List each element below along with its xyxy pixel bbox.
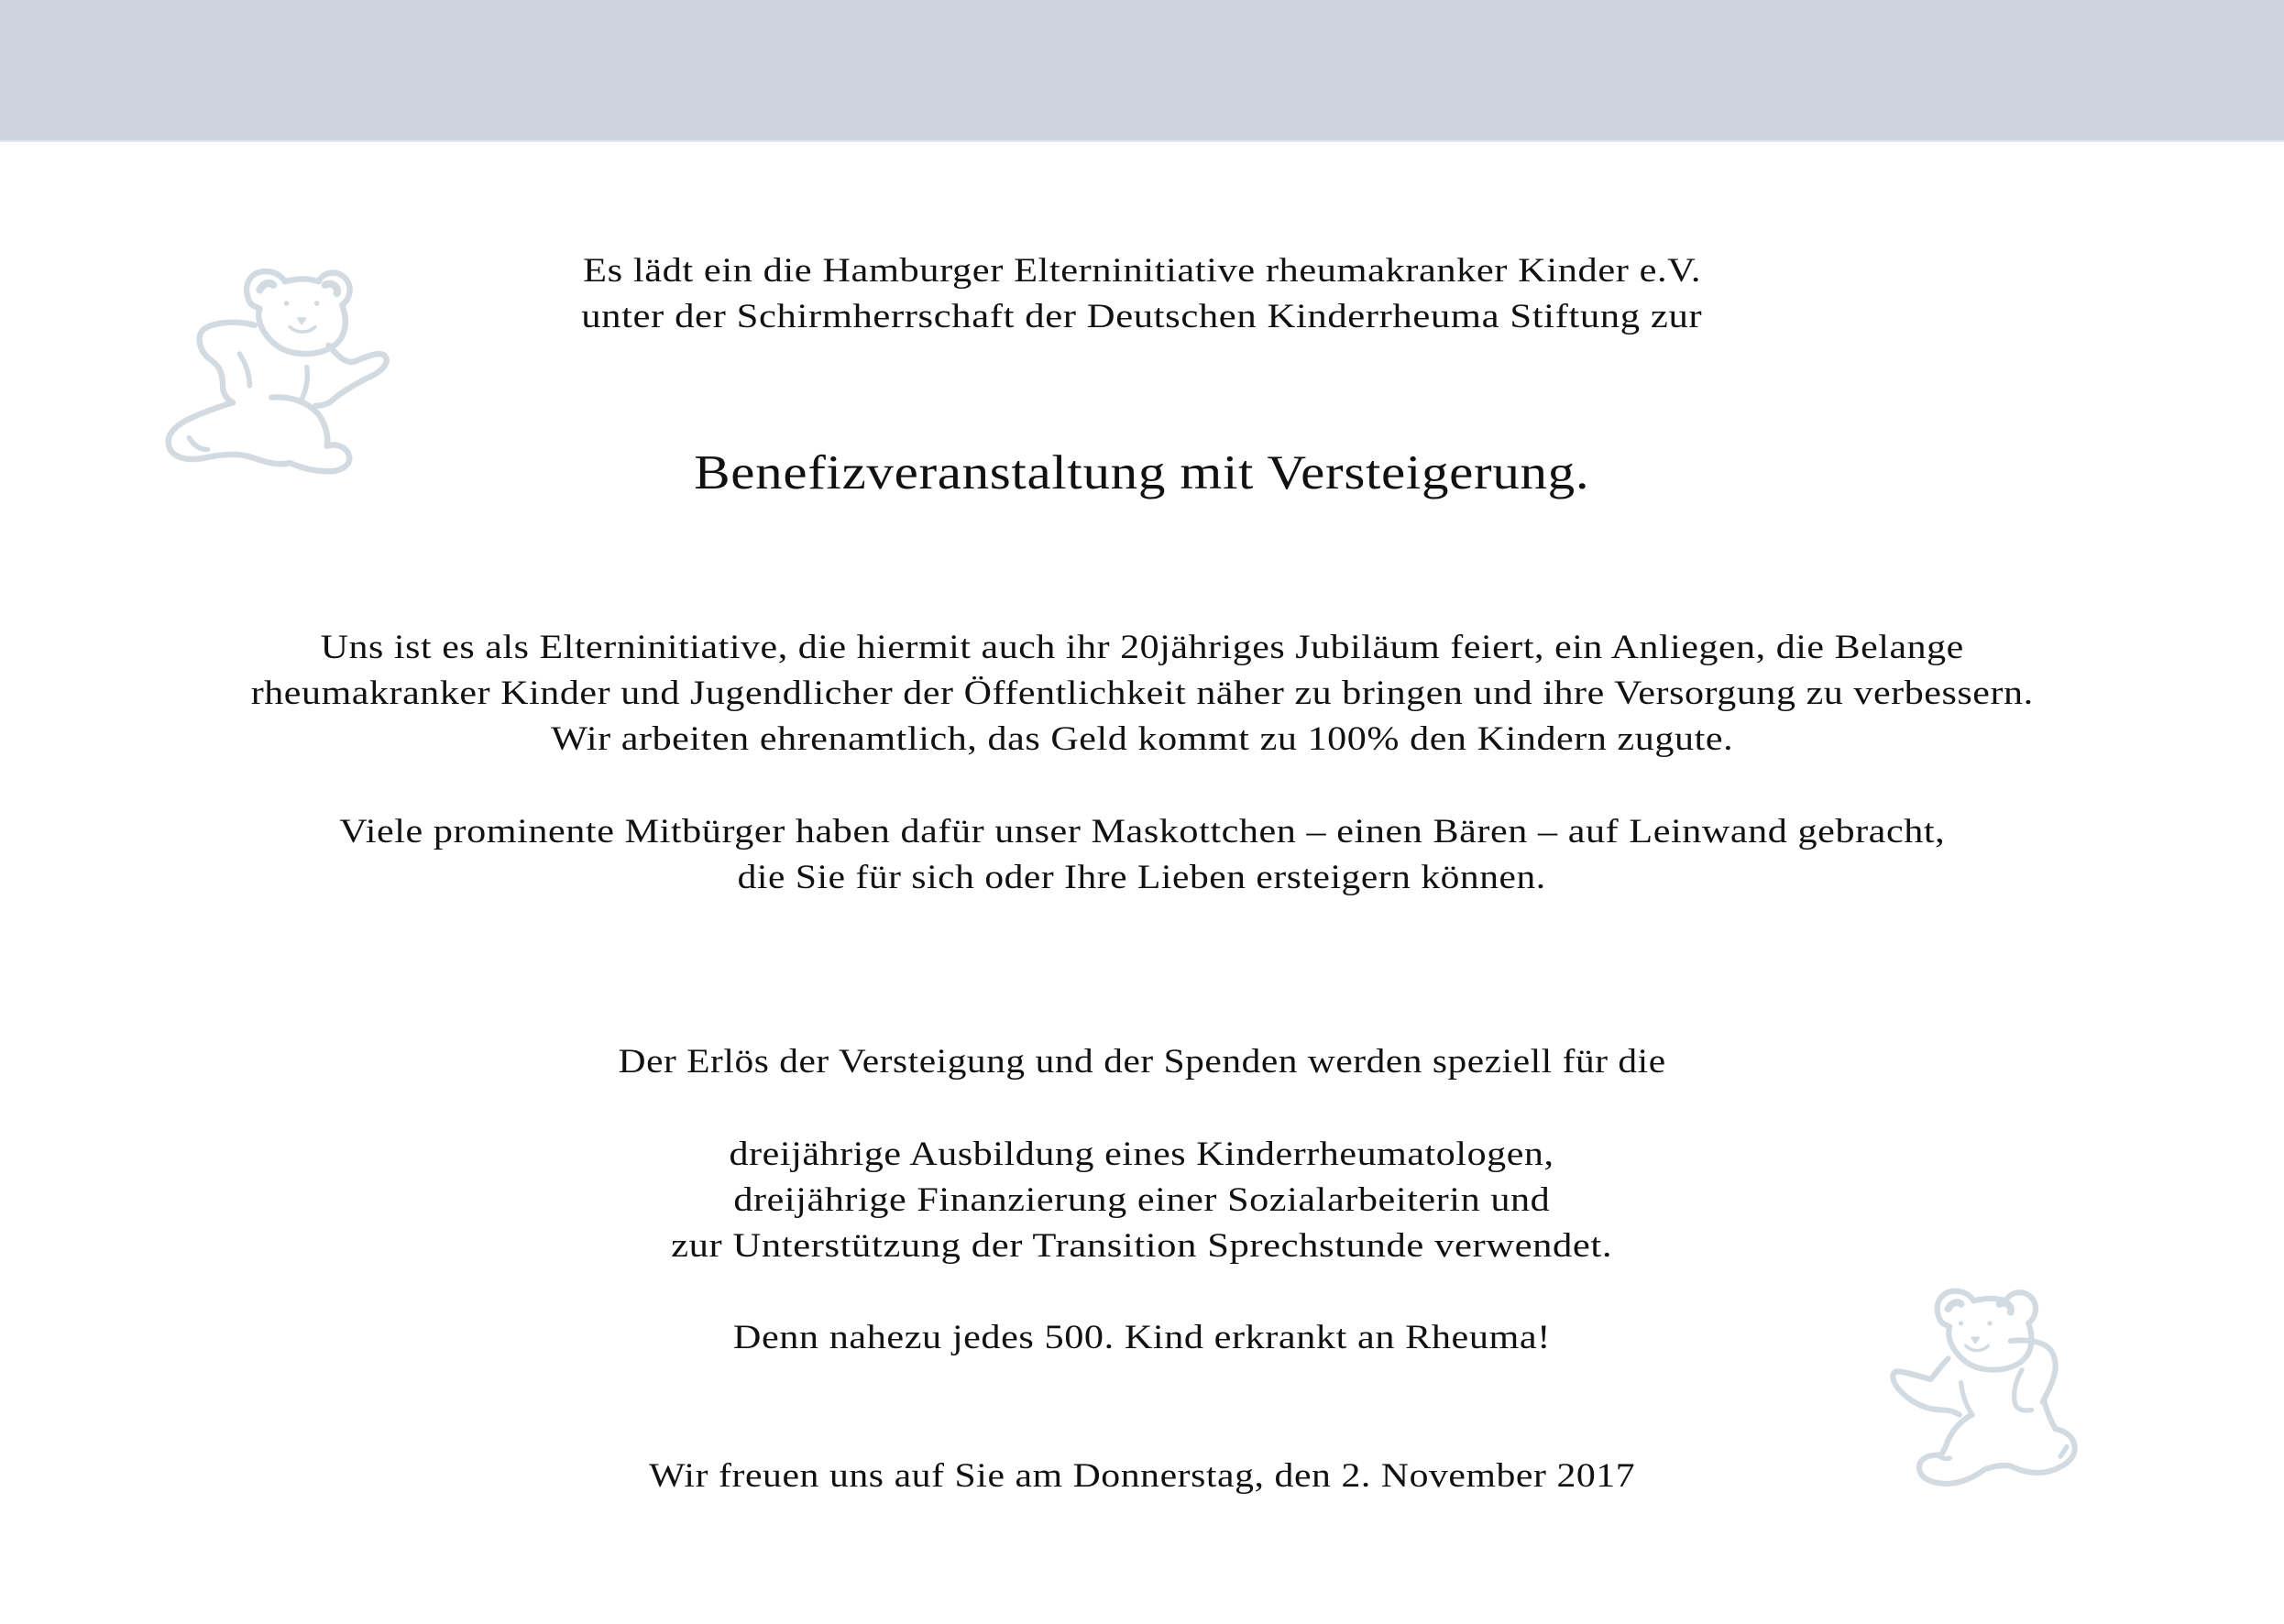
paragraph-line <box>0 861 2284 894</box>
proceeds-item: dreijährige Finanzierung einer Sozialarbeiterin und <box>733 1181 1551 1219</box>
header-band <box>0 0 2284 142</box>
fact-text: Denn nahezu jedes 500. Kind erkrankt an Rheuma! <box>733 1319 1551 1356</box>
intro-line-2: unter der Schirmherrschaft der Deutschen Kinderrheuma Stiftung zur <box>581 298 1703 335</box>
paragraph1-line-2: rheumakranker Kinder und Jugendlicher der Öffentlichkeit näher zu bringen und ihre Versorgung zu verbessern. <box>250 675 2034 712</box>
paragraph-line <box>0 722 2284 756</box>
proceeds-item-line <box>0 1183 2284 1217</box>
paragraph1-line-1: Uns ist es als Elterninitiative, die hiermit auch ihr 20jähriges Jubiläum feiert, ein Anliegen, die Belange <box>320 629 1964 666</box>
proceeds-item: zur Unterstützung der Transition Sprechstunde verwendet. <box>671 1227 1613 1265</box>
paragraph2-line-1: Viele prominente Mitbürger haben dafür unser Maskottchen – einen Bären – auf Leinwand gebracht, <box>338 813 1946 850</box>
event-title: Benefizveranstaltung mit Versteigerung. <box>694 446 1590 499</box>
proceeds-item-line <box>0 1137 2284 1171</box>
closing-line <box>0 1459 2284 1493</box>
title-line <box>0 446 2284 499</box>
closing-text: Wir freuen uns auf Sie am Donnerstag, den 2. November 2017 <box>649 1457 1635 1495</box>
paragraph1-line-3: Wir arbeiten ehrenamtlich, das Geld kommt zu 100% den Kindern zugute. <box>551 720 1733 758</box>
paragraph-line <box>0 815 2284 849</box>
proceeds-intro-line <box>0 1045 2284 1079</box>
fact-line <box>0 1321 2284 1355</box>
proceeds-item: dreijährige Ausbildung eines Kinderrheumatologen, <box>729 1136 1555 1173</box>
paragraph-line <box>0 676 2284 710</box>
paragraph2-line-2: die Sie für sich oder Ihre Lieben ersteigern können. <box>737 859 1547 896</box>
proceeds-intro: Der Erlös der Versteigung und der Spenden werden speziell für die <box>618 1043 1666 1081</box>
proceeds-item-line <box>0 1229 2284 1263</box>
paragraph-line <box>0 631 2284 664</box>
intro-line-1: Es lädt ein die Hamburger Elterninitiative rheumakranker Kinder e.V. <box>583 252 1701 290</box>
intro-line <box>0 254 2284 288</box>
intro-line <box>0 300 2284 334</box>
